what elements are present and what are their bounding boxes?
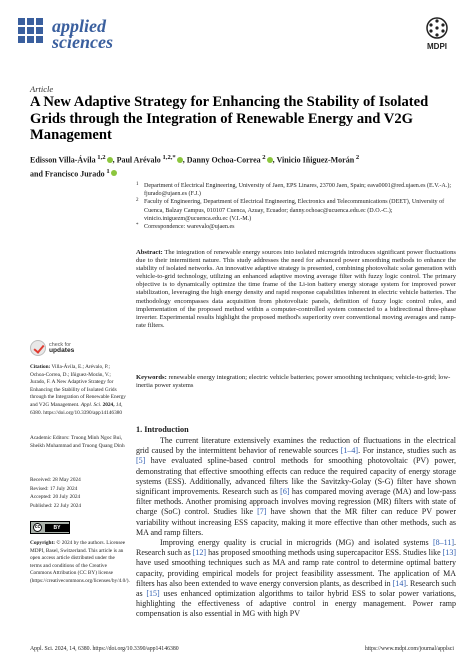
cc-by-label: BY bbox=[45, 524, 69, 532]
copyright-text: © 2024 by the authors. Licensee MDPI, Basel, Switzerland. This article is an open access article distributed under the terms and conditions of the Creative Commons Attribution (CC BY) license (https://creativecommons.org/licenses/by/4.0/). bbox=[30, 540, 130, 584]
author-affil-sup: 1 bbox=[104, 167, 110, 175]
intro-text: . For instance, studies such as bbox=[358, 446, 456, 456]
author-name[interactable]: Danny Ochoa-Correa bbox=[186, 155, 261, 165]
copyright-label: Copyright: bbox=[30, 540, 56, 546]
abstract-text: The integration of renewable energy sources into isolated microgrids introduces significant power fluctuations due to their intermittent nature. This study addresses the need for advanced power smoothing methods to enhance the stability of isolated networks. An innovative adaptive strategy is presented, combining photovoltaic solar generation with vehicle-to-grid technology, utilizing an enhanced adaptive moving average filter with fuzzy logic control. The primary objective is to dynamically optimize the time frame of the Li-ion battery energy storage system for improved power stabilization, leveraging the high energy density and rapid response capabilities inherent in electric vehicle batteries. The methodology encompasses data acquisition from photovoltaic panels, definition of fuzzy logic control rules, and implementation of the proposed method within a computer-controlled system connected to a bidirectional three-phase inverter. Experimental results highlight the proposed method's superiority over conventional moving averages and ramp-rate filters. bbox=[136, 249, 456, 329]
date-row bbox=[30, 494, 126, 502]
author-sep: , bbox=[272, 155, 277, 165]
reference-link[interactable]: [8–11] bbox=[432, 538, 454, 548]
intro-text: have shown that the MR filter can reduce PV power variability without increasing ESS capacity, making it more effective than other methods, such as MA and ramp filters. bbox=[136, 507, 457, 537]
intro-paragraph-1 bbox=[136, 436, 456, 538]
reference-link[interactable]: [13] bbox=[442, 548, 456, 558]
affiliation-number: 2 bbox=[136, 198, 139, 204]
editors-label: Academic Editors: bbox=[30, 435, 70, 441]
journal-logo bbox=[18, 16, 113, 76]
affiliation-item bbox=[136, 182, 456, 198]
journal-name-line1: applied bbox=[52, 16, 106, 36]
citation-volume: 14, bbox=[115, 401, 123, 408]
journal-logo-mark bbox=[18, 18, 46, 50]
date-row bbox=[30, 503, 126, 511]
author-prefix: and bbox=[30, 169, 45, 179]
date-value: 20 July 2024 bbox=[52, 494, 81, 501]
reference-link[interactable]: [6] bbox=[280, 487, 290, 497]
cc-icon: cc bbox=[34, 524, 41, 530]
date-label: Published: bbox=[30, 502, 53, 509]
orcid-icon[interactable] bbox=[111, 170, 117, 176]
citation-text: Villa-Ávila, E.; Arévalo, P.; Ochoa-Correa, D.; Iñiguez-Morán, V.; Jurado, F. A New Adaptive Strategy for Enhancing the Stability of Isolated Grids through the Integration of Renewable Energy and V2G Management. bbox=[30, 364, 126, 408]
reference-link[interactable]: [12] bbox=[192, 548, 207, 558]
mdpi-logo-text: MDPI bbox=[427, 42, 447, 51]
date-label: Accepted: bbox=[30, 494, 52, 501]
citation-label: Citation: bbox=[30, 364, 51, 370]
reference-link[interactable]: [1–4] bbox=[340, 446, 359, 456]
intro-text: has proposed smoothing methods using supercapacitor ESS. Studies like bbox=[206, 548, 443, 558]
abstract bbox=[136, 249, 456, 330]
author-list bbox=[30, 152, 454, 179]
editors-names: Truong Minh Ngoc Bui, Sheikh Muhammad and Truong Quang Dinh bbox=[30, 435, 125, 449]
intro-text: Improving energy quality is crucial in microgrids (MG) and isolated systems bbox=[160, 538, 433, 548]
article-type: Article bbox=[30, 84, 54, 94]
dates-block bbox=[30, 477, 126, 511]
intro-paragraph-2 bbox=[136, 538, 456, 620]
intro-text: . Research such as bbox=[136, 578, 456, 599]
correspondence-text: Correspondence: warevalo@ujaen.es bbox=[144, 224, 235, 231]
author-line-1 bbox=[30, 152, 454, 166]
citation-journal: Appl. Sci. bbox=[80, 401, 102, 408]
intro-text: have used smoothing techniques such as MA and ramp rate control to determine optimal battery capacity, providing empirical models for project feasibility assessment. The application of MA filters has also been extended to wave energy conversion plants, as described in bbox=[136, 558, 456, 588]
author-affil-sup: 2 bbox=[354, 154, 360, 161]
journal-name bbox=[52, 18, 113, 50]
introduction-body bbox=[136, 436, 456, 620]
reference-link[interactable]: [5] bbox=[136, 456, 146, 466]
check-updates-line2: updates bbox=[49, 347, 75, 354]
author-name[interactable]: Edisson Villa-Ávila bbox=[30, 155, 96, 165]
citation-pages-doi[interactable]: 6380. https://doi.org/10.3390/app14146380 bbox=[30, 409, 123, 416]
citation-block bbox=[30, 364, 126, 417]
author-sep: , bbox=[182, 155, 187, 165]
date-label: Revised: bbox=[30, 485, 49, 492]
footer-citation[interactable]: Appl. Sci. 2024, 14, 6380. https://doi.org/10.3390/app14146380 bbox=[30, 646, 179, 652]
check-updates-line1: check for bbox=[49, 342, 71, 348]
section-heading-introduction: 1. Introduction bbox=[136, 425, 189, 434]
intro-text: have evaluated spline-based control methods for smoothing photovoltaic (PV) power, demonstrating that effective smoothing effects can reduce the required capacity of energy storage systems (ESS). Additionally, advanced filters like the Savitzky-Golay (S-G) filter have shown significant improvements. Research such as bbox=[136, 456, 456, 497]
author-affil-sup: 1,2,* bbox=[160, 154, 176, 161]
author-affil-sup: 2 bbox=[260, 154, 266, 161]
affiliations bbox=[136, 182, 456, 231]
date-row bbox=[30, 477, 126, 485]
author-name[interactable]: Francisco Jurado bbox=[44, 169, 105, 179]
reference-link[interactable]: [14] bbox=[392, 578, 407, 588]
check-updates-text bbox=[49, 342, 74, 354]
affiliation-number: 1 bbox=[136, 182, 139, 187]
author-sep: , bbox=[112, 155, 117, 165]
footer-journal-link[interactable]: https://www.mdpi.com/journal/applsci bbox=[364, 646, 454, 652]
academic-editors bbox=[30, 435, 126, 450]
author-line-2 bbox=[30, 166, 454, 180]
intro-text: uses enhanced optimization algorithms to tailor hybrid ESS to solar power variations, highlighting the effectiveness of adaptive control in energy management. Power ramp compensation is also essential in MG with high PV bbox=[136, 589, 456, 619]
intro-text: has compared moving average (MA) and low-pass filter methods. Another promising approach involves moving regression (MR) filters with state of charge (SoC) control. Studies like bbox=[136, 487, 456, 517]
mdpi-logo bbox=[416, 16, 458, 52]
abstract-label: Abstract: bbox=[136, 249, 163, 256]
intro-text: . Research such as bbox=[136, 538, 456, 558]
reference-link[interactable]: [7] bbox=[257, 507, 267, 517]
citation-year: 2024, bbox=[102, 401, 115, 408]
author-name[interactable]: Vinicio Iñiguez-Morán bbox=[276, 155, 355, 165]
date-value: 22 July 2024 bbox=[53, 502, 82, 509]
date-label: Received: bbox=[30, 477, 52, 483]
journal-name-line2: sciences bbox=[52, 32, 113, 52]
author-affil-sup: 1,2 bbox=[95, 154, 106, 161]
keywords-text: renewable energy integration; electric vehicle batteries; power smoothing techniques; vehicle-to-grid; low-inertia power systems bbox=[136, 374, 451, 390]
affiliation-text: Faculty of Engineering, Department of Electrical Engineering, Electronics and Telecommunications (DEET), University of Cuenca, Balzay Campus, 010107 Cuenca, Azuay, Ecuador; danny.ochoac@ucuenca.edu.ec (D.O.-C.); vinicio.iniguezm@ucuenca.edu.ec (V.I.-M.) bbox=[144, 199, 445, 222]
affiliation-text: Department of Electrical Engineering, University of Jaen, EPS Linares, 23700 Jaen, Spain; eava0001@red.ujaen.es (E.V.-A.); fjurado@ujaen.es (F.J.) bbox=[144, 183, 452, 198]
intro-text: The current literature extensively examines the reduction of fluctuations in the electrical grid caused by the intermittent behavior of renewable sources bbox=[136, 436, 456, 456]
keywords bbox=[136, 374, 456, 390]
author-name[interactable]: Paul Arévalo bbox=[116, 155, 161, 165]
reference-link[interactable]: [15] bbox=[146, 589, 160, 599]
date-value: 17 July 2024 bbox=[49, 485, 78, 492]
cc-by-license-badge[interactable] bbox=[30, 521, 70, 534]
affiliation-number: * bbox=[136, 223, 139, 229]
article-title: A New Adaptive Strategy for Enhancing the Stability of Isolated Grids through the Integration of Renewable Energy and V2G Management bbox=[30, 94, 429, 143]
date-value: 28 May 2024 bbox=[52, 477, 81, 483]
check-updates-icon bbox=[30, 340, 46, 356]
date-row bbox=[30, 486, 126, 494]
affiliation-item bbox=[136, 198, 456, 223]
copyright-block bbox=[30, 540, 130, 586]
keywords-label: Keywords: bbox=[136, 374, 167, 381]
affiliation-item bbox=[136, 223, 456, 231]
check-for-updates-button[interactable] bbox=[30, 340, 94, 358]
